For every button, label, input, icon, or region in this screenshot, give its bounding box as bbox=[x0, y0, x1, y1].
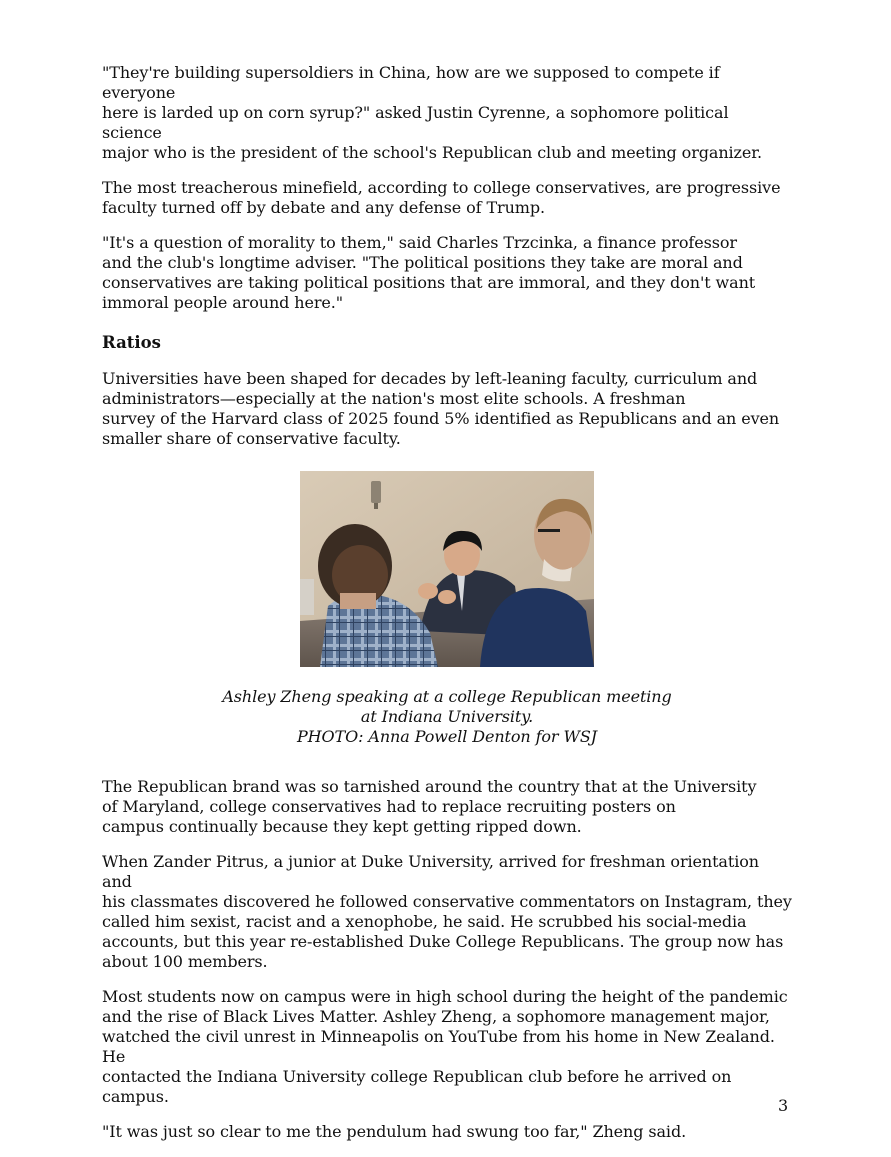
figure bbox=[102, 471, 792, 747]
body-after-figure bbox=[102, 777, 792, 1142]
document-page bbox=[102, 63, 792, 1157]
paragraph-ashley-zheng: Most students now on campus were in high school during the height of the pandemic and the rise of Black Lives Matter. Ashley Zheng, a sophomore management major, watched the civil unrest in Minneapolis on YouTube from his home in New Zealand. He contacted the Indiana University college Republican club before he arrived on campus. bbox=[102, 987, 788, 1106]
photo-caption: Ashley Zheng speaking at a college Republican meeting at Indiana University. PHOTO: Anna Powell Denton for WSJ bbox=[222, 687, 672, 746]
section-heading: Ratios bbox=[102, 333, 161, 352]
paragraph-universities: Universities have been shaped for decades by left-leaning faculty, curriculum and administrators—especially at the nation's most elite schools. A freshman survey of the Harvard class of 2025 found 5% identified as Republicans and an even smaller share of conservative faculty. bbox=[102, 369, 780, 448]
paragraph-supersoldiers: "They're building supersoldiers in China, how are we supposed to compete if everyone here is larded up on corn syrup?" asked Justin Cyrenne, a sophomore political science major who is the president of the school's Republican club and meeting organizer. bbox=[102, 63, 763, 162]
paragraph-morality-quote: "It's a question of morality to them," said Charles Trzcinka, a finance professor and the club's longtime adviser. "The political positions they take are moral and conservatives are taking political positions that are immoral, and they don't want immoral people around here." bbox=[102, 233, 756, 312]
paragraph-zander-pitrus: When Zander Pitrus, a junior at Duke University, arrived for freshman orientation and his classmates discovered he followed conservative commentators on Instagram, they called him sexist, racist and a xenophobe, he said. He scrubbed his social-media accounts, but this year re-established Duke College Republicans. The group now has about 100 members. bbox=[102, 852, 792, 971]
paragraph-minefield: The most treacherous minefield, according to college conservatives, are progressive faculty turned off by debate and any defense of Trump. bbox=[102, 178, 781, 217]
paragraph-maryland-posters: The Republican brand was so tarnished around the country that at the University of Maryland, college conservatives had to replace recruiting posters on campus continually because they kept getting ripped down. bbox=[102, 777, 757, 836]
page-number: 3 bbox=[778, 1096, 789, 1115]
meeting-photo bbox=[300, 471, 594, 667]
paragraph-pendulum-quote: "It was just so clear to me the pendulum had swung too far," Zheng said. bbox=[102, 1122, 687, 1141]
